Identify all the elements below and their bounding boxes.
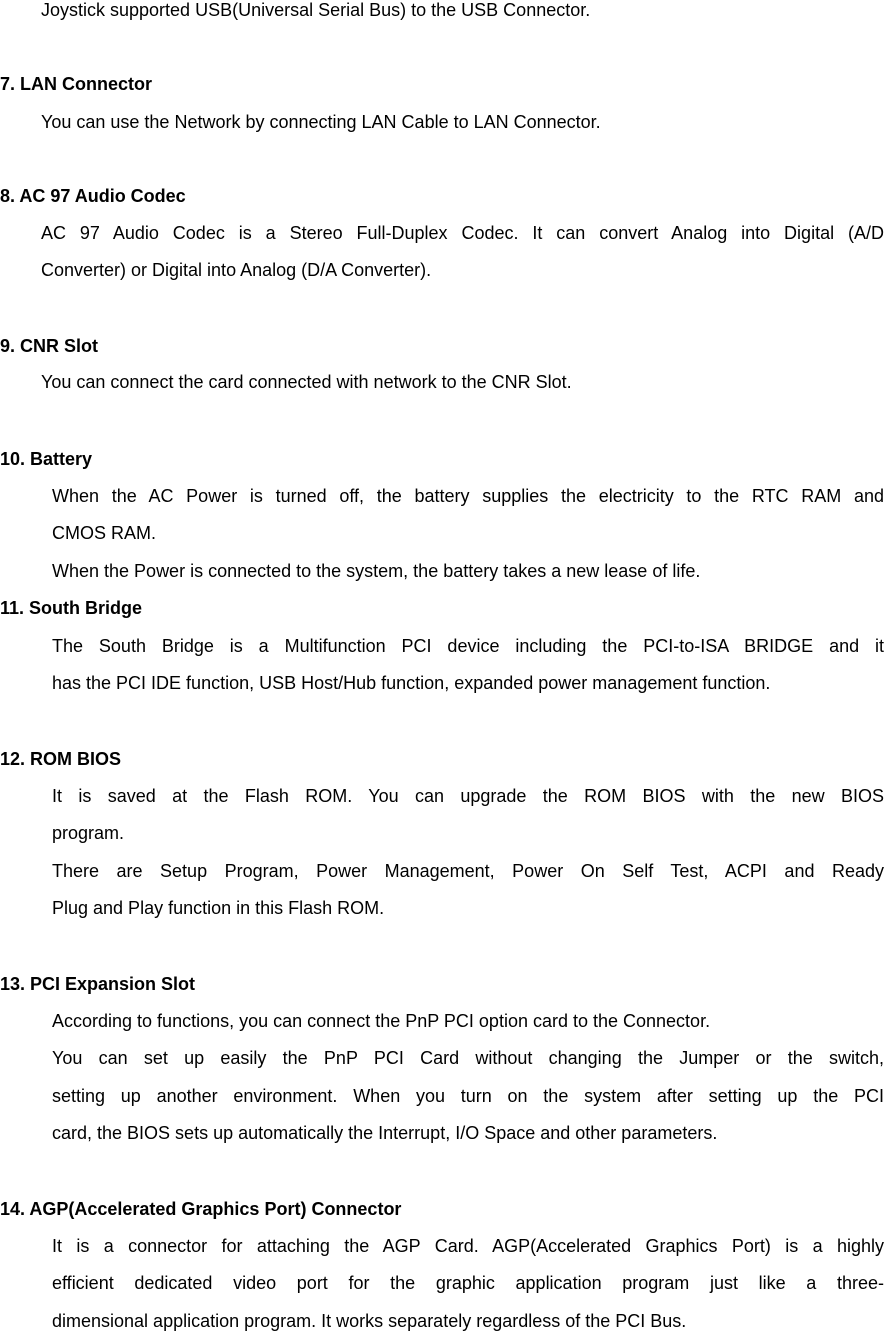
section-body-line: When the AC Power is turned off, the battery supplies the electricity to the RTC RAM and bbox=[52, 486, 884, 506]
section-body-line: AC 97 Audio Codec is a Stereo Full-Duplex Codec. It can convert Analog into Digital (A/D bbox=[41, 223, 884, 243]
intro-text: Joystick supported USB(Universal Serial Bus) to the USB Connector. bbox=[41, 0, 591, 20]
section-heading-agp-connector: 14. AGP(Accelerated Graphics Port) Connector bbox=[0, 1199, 402, 1219]
section-body-line: You can set up easily the PnP PCI Card without changing the Jumper or the switch, bbox=[52, 1048, 884, 1068]
section-body-line: program. bbox=[52, 823, 125, 843]
section-heading-south-bridge: 11. South Bridge bbox=[0, 598, 143, 618]
section-body-line: dimensional application program. It works separately regardless of the PCI Bus. bbox=[52, 1311, 687, 1331]
section-heading-ac97-audio-codec: 8. AC 97 Audio Codec bbox=[0, 186, 186, 206]
section-body-line: Converter) or Digital into Analog (D/A Converter). bbox=[41, 260, 432, 280]
section-heading-pci-expansion-slot: 13. PCI Expansion Slot bbox=[0, 974, 196, 994]
section-body-line: efficient dedicated video port for the graphic application program just like a three- bbox=[52, 1273, 884, 1293]
section-body-line: card, the BIOS sets up automatically the Interrupt, I/O Space and other parameters. bbox=[52, 1123, 718, 1143]
section-body-line: When the Power is connected to the system, the battery takes a new lease of life. bbox=[52, 561, 701, 581]
section-body-line: has the PCI IDE function, USB Host/Hub function, expanded power management function. bbox=[52, 673, 771, 693]
section-heading-battery: 10. Battery bbox=[0, 449, 93, 469]
section-body-line: According to functions, you can connect the PnP PCI option card to the Connector. bbox=[52, 1011, 711, 1031]
section-body-line: It is saved at the Flash ROM. You can upgrade the ROM BIOS with the new BIOS bbox=[52, 786, 884, 806]
section-body-line: Plug and Play function in this Flash ROM. bbox=[52, 898, 385, 918]
section-body-line: You can use the Network by connecting LAN Cable to LAN Connector. bbox=[41, 112, 601, 132]
section-heading-cnr-slot: 9. CNR Slot bbox=[0, 336, 99, 356]
section-body-line: It is a connector for attaching the AGP Card. AGP(Accelerated Graphics Port) is a highly bbox=[52, 1236, 884, 1256]
section-body-line: The South Bridge is a Multifunction PCI device including the PCI-to-ISA BRIDGE and it bbox=[52, 636, 884, 656]
section-body-line: You can connect the card connected with network to the CNR Slot. bbox=[41, 372, 572, 392]
section-heading-lan-connector: 7. LAN Connector bbox=[0, 74, 153, 94]
section-body-line: setting up another environment. When you turn on the system after setting up the PCI bbox=[52, 1086, 884, 1106]
section-body-line: There are Setup Program, Power Management, Power On Self Test, ACPI and Ready bbox=[52, 861, 884, 881]
section-body-line: CMOS RAM. bbox=[52, 523, 157, 543]
section-heading-rom-bios: 12. ROM BIOS bbox=[0, 749, 122, 769]
